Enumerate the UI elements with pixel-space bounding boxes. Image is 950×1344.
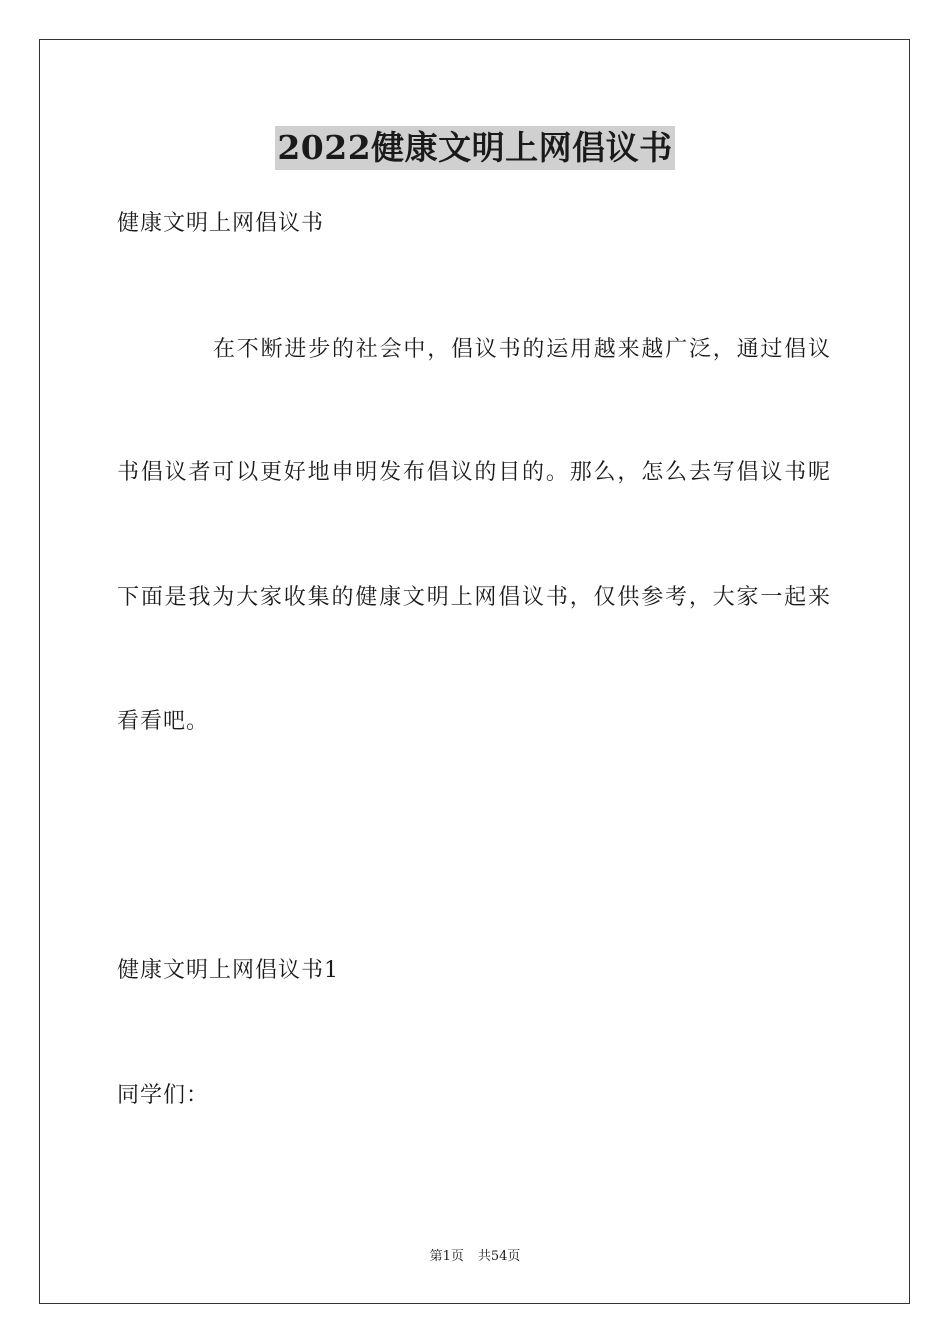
title-container	[0, 126, 950, 170]
intro-line-1: 在不断进步的社会中，倡议书的运用越来越广泛，通过倡议	[213, 337, 831, 362]
document-title: 2022健康文明上网倡议书	[275, 126, 674, 170]
page-total: 共54页	[477, 1249, 521, 1264]
intro-line-3: 下面是我为大家收集的健康文明上网倡议书，仅供参考，大家一起来	[117, 585, 831, 610]
section-heading: 健康文明上网倡议书1	[117, 958, 339, 983]
page-number: 第1页	[429, 1249, 464, 1264]
document-subtitle: 健康文明上网倡议书	[117, 211, 325, 236]
page-footer	[0, 1247, 950, 1267]
intro-line-4: 看看吧。	[117, 709, 210, 734]
salutation: 同学们：	[117, 1083, 210, 1108]
intro-line-2: 书倡议者可以更好地申明发布倡议的目的。那么，怎么去写倡议书呢	[117, 460, 831, 485]
